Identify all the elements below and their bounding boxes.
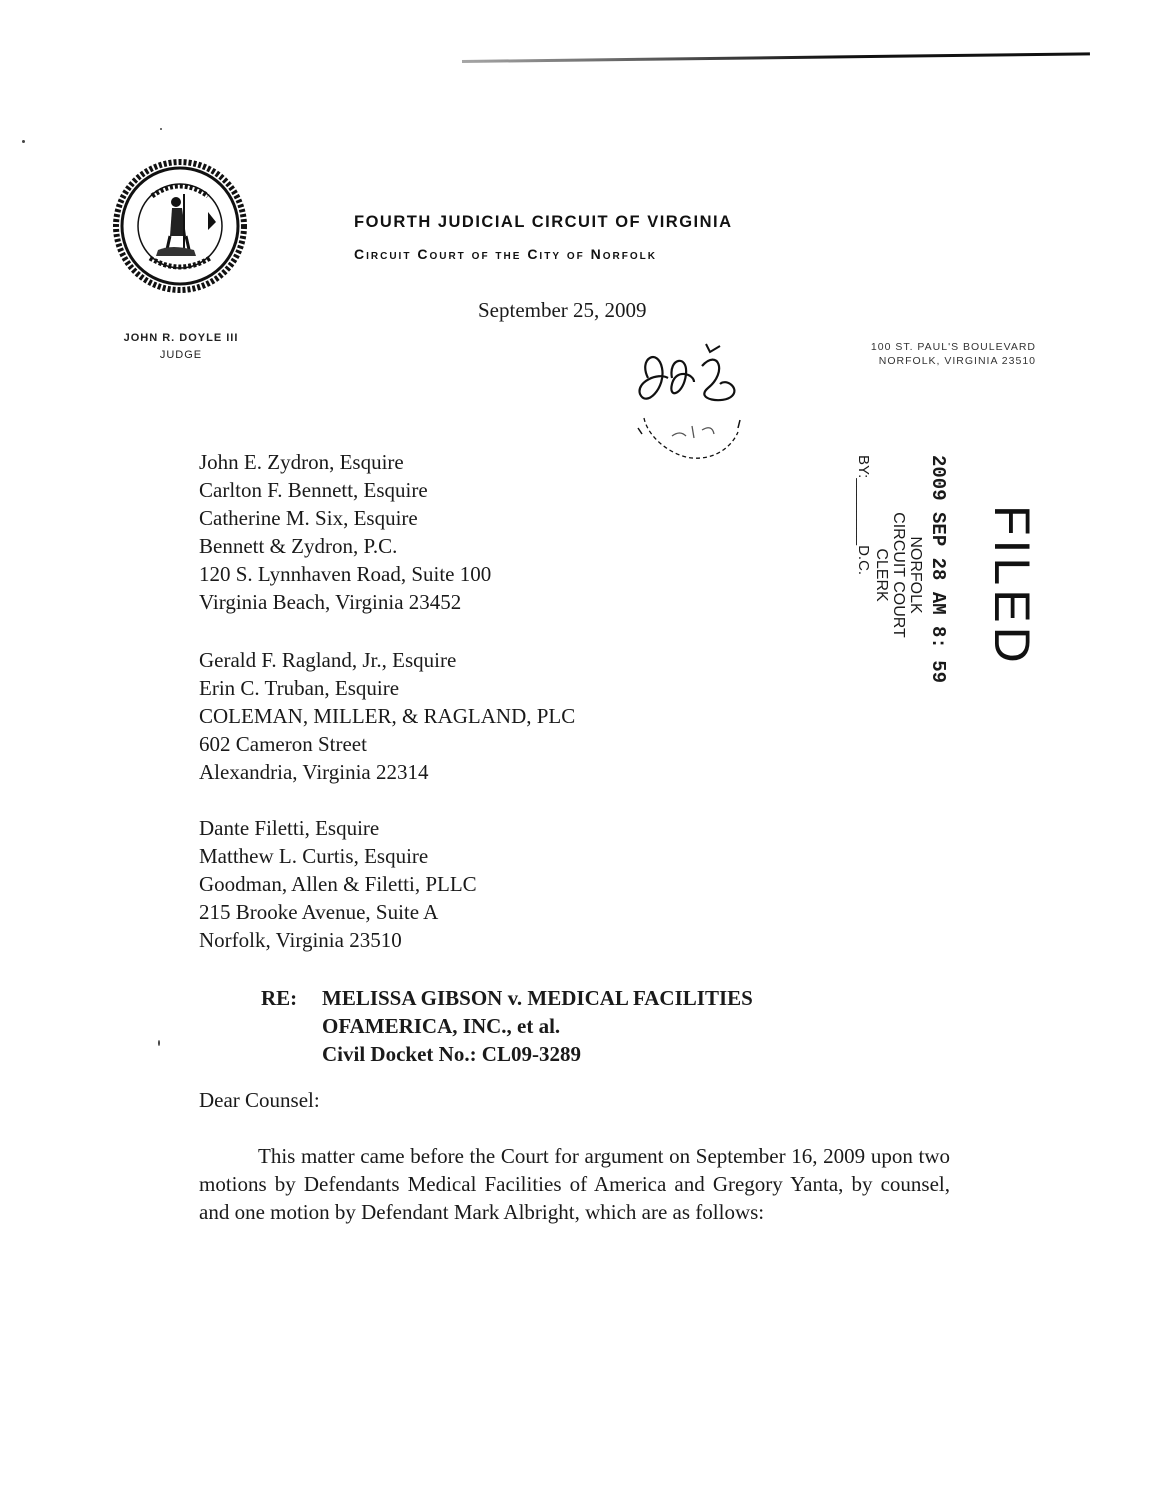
address-line: Matthew L. Curtis, Esquire xyxy=(199,844,429,868)
court-circuit-heading: FOURTH JUDICIAL CIRCUIT OF VIRGINIA xyxy=(354,213,733,231)
address-line: Goodman, Allen & Filetti, PLLC xyxy=(199,872,477,896)
address-line: Alexandria, Virginia 22314 xyxy=(199,760,429,784)
recipient-block-bennett-zydron xyxy=(199,448,491,616)
address-line: COLEMAN, MILLER, & RAGLAND, PLC xyxy=(199,704,576,728)
re-label: RE: xyxy=(261,986,298,1010)
handwritten-initials-signature xyxy=(628,338,756,488)
scan-rule-line xyxy=(462,52,1090,63)
address-line: Norfolk, Virginia 23510 xyxy=(199,928,402,952)
re-case-caption-cont: OFAMERICA, INC., et al. xyxy=(322,1014,561,1038)
address-line: Bennett & Zydron, P.C. xyxy=(199,534,398,558)
address-line: 215 Brooke Avenue, Suite A xyxy=(199,900,439,924)
re-case-caption: MELISSA GIBSON v. MEDICAL FACILITIES xyxy=(322,986,753,1010)
judge-name: JOHN R. DOYLE III xyxy=(123,332,239,344)
filed-by-line: BY:________D.C. xyxy=(855,455,872,576)
address-line: Carlton F. Bennett, Esquire xyxy=(199,478,428,502)
filed-city: NORFOLK xyxy=(907,536,924,614)
recipient-block-coleman-miller xyxy=(199,646,575,786)
address-line: 120 S. Lynnhaven Road, Suite 100 xyxy=(199,562,492,586)
address-line: Dante Filetti, Esquire xyxy=(199,816,380,840)
judge-block xyxy=(106,330,256,364)
body-paragraph: This matter came before the Court for argument on September 16, 2009 upon two motions by Defendants Medical Facilities of America and Gregory Yanta, by counsel, and one motion by Defendant Mark Albright, which are as follows: xyxy=(199,1144,950,1224)
virginia-seal-icon xyxy=(112,158,248,294)
scan-speck xyxy=(22,140,25,143)
address-line: John E. Zydron, Esquire xyxy=(199,450,404,474)
address-line: Gerald F. Ragland, Jr., Esquire xyxy=(199,648,457,672)
filed-datetime: 2009 SEP 28 AM 8: 59 xyxy=(927,455,949,684)
court-address-city: NORFOLK, VIRGINIA 23510 xyxy=(878,355,1036,367)
judge-title: JUDGE xyxy=(159,349,203,361)
letter-date: September 25, 2009 xyxy=(478,298,647,322)
scan-speck xyxy=(158,1040,160,1046)
recipient-block-goodman-allen xyxy=(199,814,477,954)
address-line: Erin C. Truban, Esquire xyxy=(199,676,400,700)
address-line: Catherine M. Six, Esquire xyxy=(199,506,418,530)
filed-clerk-office xyxy=(873,485,924,665)
re-docket-number: Civil Docket No.: CL09-3289 xyxy=(322,1042,581,1066)
filed-office: CIRCUIT COURT CLERK xyxy=(873,512,907,638)
court-address xyxy=(850,340,1036,368)
filed-stamp xyxy=(832,455,1052,684)
court-address-street: 100 ST. PAUL'S BOULEVARD xyxy=(870,341,1036,353)
filed-label: FILED xyxy=(984,505,1040,667)
address-line: 602 Cameron Street xyxy=(199,732,367,756)
address-line: Virginia Beach, Virginia 23452 xyxy=(199,590,462,614)
scan-speck xyxy=(160,128,162,130)
salutation: Dear Counsel: xyxy=(199,1088,320,1112)
court-city-heading: Circuit Court of the City of Norfolk xyxy=(354,246,657,262)
